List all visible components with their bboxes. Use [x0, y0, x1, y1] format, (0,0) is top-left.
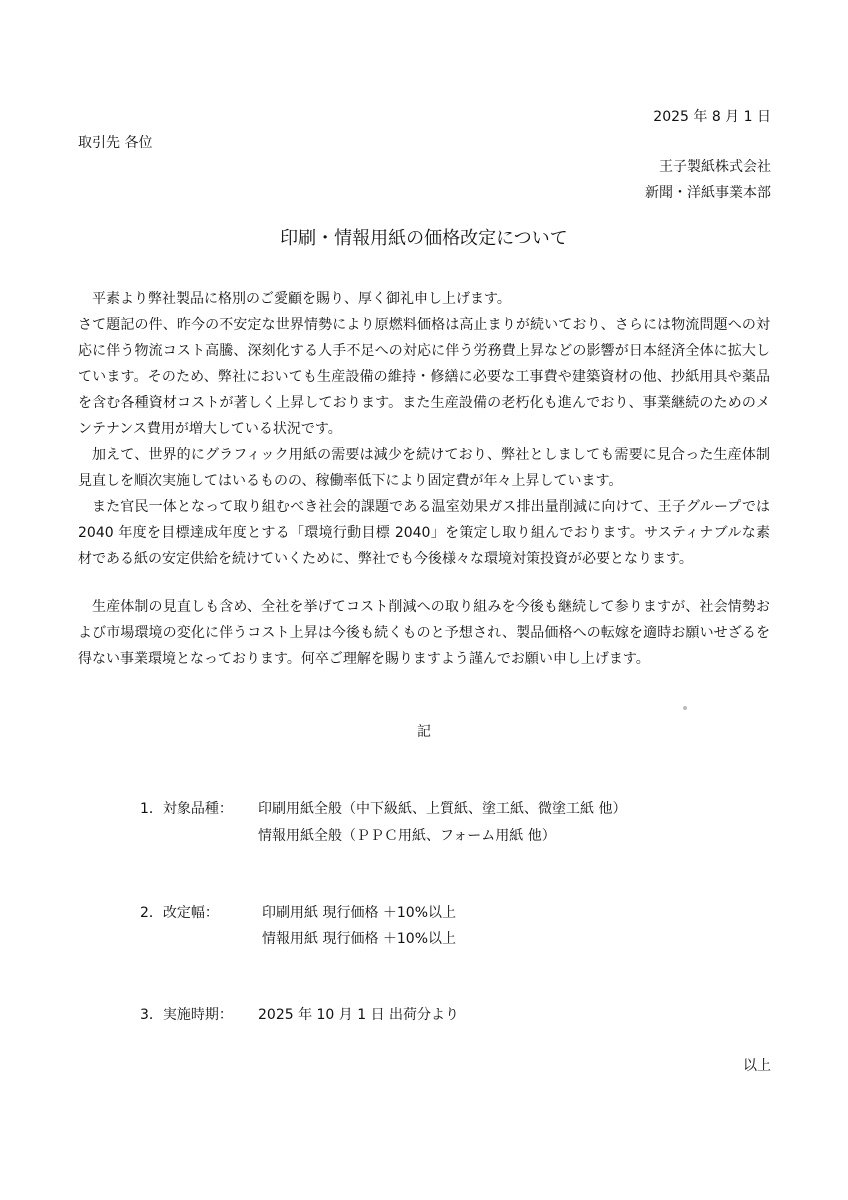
item-1-line-2: 情報用紙全般（ＰＰＣ用紙、フォーム用紙 他）: [258, 828, 556, 844]
body-paragraph-request: 生産体制の見直しも含め、全社を挙げてコスト削減への取り組みを今後も継続して参りますが、社会情勢および市場環境の変化に伴うコスト上昇は今後も続くものと予想され、製品価格への転嫁を適時お願いせざるを得ない事業環境となっております。何卒ご理解を賜りますよう謹んでお願い申し上げます。: [78, 599, 770, 667]
item-1-line-1: 印刷用紙全般（中下級紙、上質紙、塗工紙、微塗工紙 他）: [258, 801, 627, 817]
body-paragraph-cost: さて題記の件、昨今の不安定な世界情勢により原燃料価格は高止まりが続いており、さらには物流問題への対応に伴う物流コスト高騰、深刻化する人手不足への対応に伴う労務費上昇などの影響が日本経済全体に拡大しています。そのため、弊社においても生産設備の維持・修繕に必要な工事費や建築資材の他、抄紙用具や薬品を含む各種資材コストが著しく上昇しております。また生産設備の老朽化も進んでおり、事業継続のためのメンテナンス費用が増大している状況です。: [78, 317, 770, 437]
sender-company: 王子製紙株式会社: [659, 159, 771, 175]
body-block-2: [78, 594, 770, 672]
body-paragraph-greeting: 平素より弊社製品に格別のご愛顧を賜り、厚く御礼申し上げます。: [92, 291, 511, 307]
addressee: 取引先 各位: [78, 135, 153, 151]
ki-heading: 記: [417, 724, 431, 740]
stray-mark: [683, 706, 687, 710]
item-2-label: 2．改定幅：: [140, 905, 219, 921]
sender-department: 新聞・洋紙事業本部: [645, 185, 771, 201]
document-date: 2025 年 8 月 1 日: [653, 109, 771, 125]
body-block-1: [78, 286, 770, 572]
document-title: 印刷・情報用紙の価格改定について: [280, 228, 568, 249]
body-paragraph-demand: 加えて、世界的にグラフィック用紙の需要は減少を続けており、弊社としましても需要に見合った生産体制見直しを順次実施してはいるものの、稼働率低下により固定費が年々上昇しています。: [78, 447, 770, 489]
item-3-line-1: 2025 年 10 月 1 日 出荷分より: [258, 1007, 460, 1023]
body-paragraph-environment: また官民一体となって取り組むべき社会的課題である温室効果ガス排出量削減に向けて、王子グループでは2040 年度を目標達成年度とする「環境行動目標 2040」を策定し取り組んでおります。サスティナブルな素材である紙の安定供給を続けていくために、弊社でも今後様々な環境対策投資が必要となります。: [78, 499, 770, 567]
item-2-line-2: 情報用紙 現行価格 ＋10%以上: [262, 931, 457, 947]
item-1-label: 1．対象品種：: [140, 801, 233, 817]
item-3-label: 3．実施時期：: [140, 1007, 233, 1023]
closing-ijou: 以上: [743, 1058, 771, 1074]
item-2-line-1: 印刷用紙 現行価格 ＋10%以上: [262, 905, 457, 921]
